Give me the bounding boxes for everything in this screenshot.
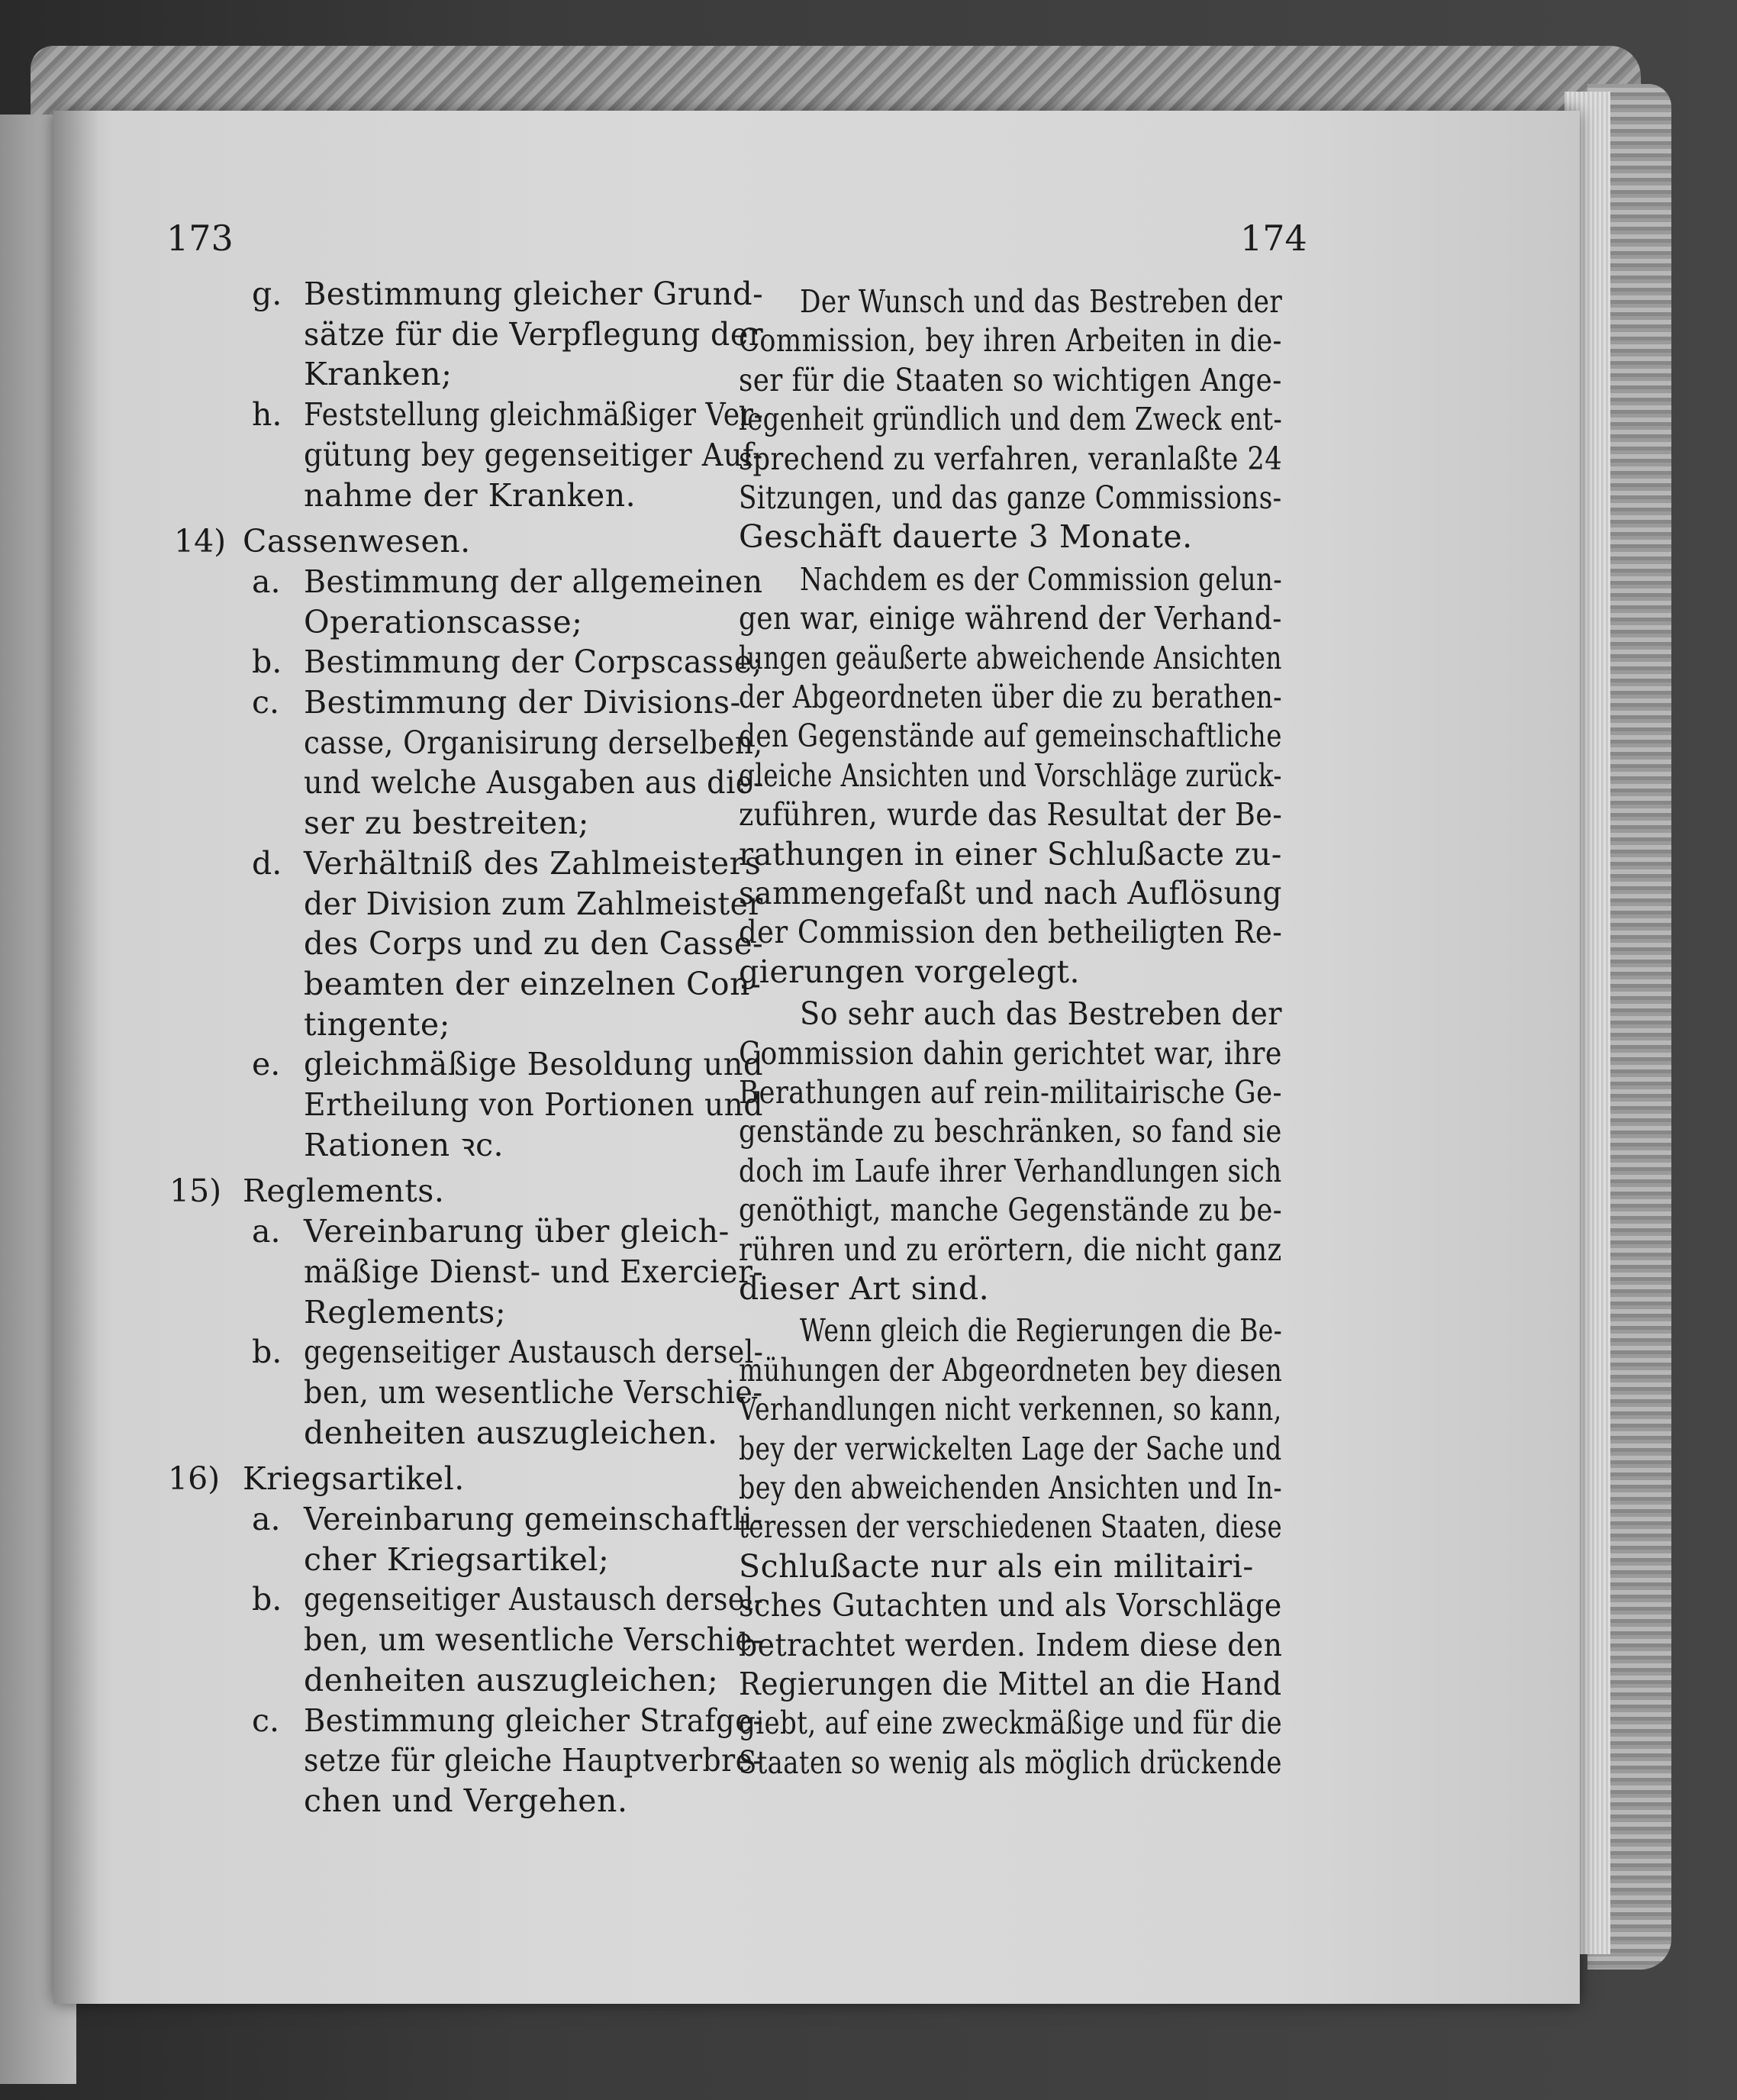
body-text-line: Schlußacte nur als ein militairi- — [739, 1547, 1254, 1585]
body-text-line: rühren und zu erörtern, die nicht ganz — [739, 1231, 1282, 1268]
item-text-line: sätze für die Verpflegung der — [304, 315, 764, 353]
item-text-line: Bestimmung gleicher Strafge- — [304, 1702, 764, 1739]
item-text-line: chen und Vergehen. — [304, 1782, 628, 1819]
item-label: a. — [252, 1213, 281, 1250]
page-number-left: 173 — [166, 218, 234, 259]
item-text-line: ser zu bestreiten; — [304, 805, 589, 842]
body-text-line: der Abgeordneten über die zu berathen- — [739, 679, 1283, 715]
item-text-line: des Corps und zu den Casse- — [304, 925, 764, 963]
item-text-line: Bestimmung der Divisions- — [304, 684, 741, 721]
body-text-line: gleiche Ansichten und Vorschläge zurück- — [739, 756, 1282, 794]
item-text-line: tingente; — [304, 1005, 450, 1043]
section-number: 16) — [168, 1460, 221, 1498]
item-text-line: setze für gleiche Hauptverbre- — [304, 1742, 763, 1779]
body-text-line: legenheit gründlich und dem Zweck ent- — [739, 401, 1283, 438]
item-text-line: Bestimmung gleicher Grund- — [304, 276, 764, 312]
body-text-line: Verhandlungen nicht verkennen, so kann, — [739, 1391, 1282, 1428]
section-heading: Cassenwesen. — [243, 523, 471, 560]
item-label: h. — [252, 396, 282, 434]
body-text-line: gen war, einige während der Verhand- — [739, 600, 1282, 637]
body-text-line: Staaten so wenig als möglich drückende — [739, 1744, 1282, 1781]
item-text-line: Ertheilung von Portionen und — [304, 1086, 763, 1123]
body-text-line: Nachdem es der Commission gelun- — [800, 560, 1283, 598]
item-label: c. — [252, 1702, 279, 1739]
body-text-line: Geschäft dauerte 3 Monate. — [739, 518, 1193, 556]
body-text-line: lungen geäußerte abweichende Ansichten — [739, 639, 1282, 676]
item-text-line: der Division zum Zahlmeister — [304, 885, 763, 922]
item-label: a. — [252, 563, 281, 600]
item-text-line: denheiten auszugleichen; — [304, 1661, 719, 1698]
item-text-line: Kranken; — [304, 356, 453, 393]
section-heading: Kriegsartikel. — [243, 1460, 465, 1498]
body-text-line: Wenn gleich die Regierungen die Be- — [800, 1312, 1283, 1350]
item-label: b. — [252, 1581, 282, 1618]
body-text-line: der Commission den betheiligten Re- — [739, 914, 1283, 951]
body-text-line: Sitzungen, und das ganze Commissions- — [739, 479, 1282, 516]
body-text-line: genstände zu beschränken, so fand sie — [739, 1113, 1282, 1150]
item-label: g. — [252, 276, 282, 312]
item-text-line: nahme der Kranken. — [304, 476, 636, 514]
item-text-line: Bestimmung der Corpscasse; — [304, 644, 763, 681]
page-gutter-shadow — [53, 111, 99, 2004]
item-text-line: Feststellung gleichmäßiger Ver- — [304, 396, 764, 434]
body-text-line: gierungen vorgelegt. — [739, 953, 1081, 990]
item-text-line: ben, um wesentliche Verschie- — [304, 1621, 763, 1659]
item-label: c. — [252, 684, 279, 721]
item-text-line: denheiten auszugleichen. — [304, 1414, 718, 1451]
item-label: d. — [252, 844, 282, 882]
body-text-line: teressen der verschiedenen Staaten, diese — [739, 1508, 1283, 1546]
body-text-line: dieser Art sind. — [739, 1270, 990, 1307]
item-text-line: Verhältniß des Zahlmeisters — [304, 844, 762, 882]
item-text-line: beamten der einzelnen Con- — [304, 965, 762, 1002]
item-label: b. — [252, 1334, 282, 1371]
item-label: e. — [252, 1046, 281, 1083]
item-text-line: gegenseitiger Austausch dersel- — [304, 1334, 764, 1371]
body-text-line: betrachtet werden. Indem diese den — [739, 1626, 1283, 1663]
item-text-line: Reglements; — [304, 1293, 507, 1331]
item-text-line: Bestimmung der allgemeinen — [304, 563, 763, 600]
body-text-line: Regierungen die Mittel an die Hand — [739, 1666, 1282, 1702]
item-text-line: Vereinbarung gemeinschaftli- — [304, 1501, 763, 1537]
item-label: a. — [252, 1501, 281, 1537]
item-label: b. — [252, 644, 282, 681]
section-heading: Reglements. — [243, 1173, 445, 1210]
item-text-line: und welche Ausgaben aus die- — [304, 764, 764, 802]
body-text-line: mühungen der Abgeordneten bey diesen — [739, 1351, 1283, 1389]
body-text-line: giebt, auf eine zweckmäßige und für die — [739, 1705, 1283, 1742]
body-text-line: sches Gutachten und als Vorschläge — [739, 1587, 1282, 1624]
body-text-line: den Gegenstände auf gemeinschaftliche — [739, 718, 1282, 755]
item-text-line: casse, Organisirung derselben, — [304, 724, 763, 761]
body-text-line: rathungen in einer Schlußacte zu- — [739, 835, 1282, 873]
body-text-line: So sehr auch das Bestreben der — [800, 995, 1282, 1033]
item-text-line: Vereinbarung über gleich- — [304, 1213, 730, 1250]
item-text-line: mäßige Dienst- und Exercier- — [304, 1253, 764, 1290]
item-text-line: Rationen ꝛc. — [304, 1126, 504, 1163]
body-text-line: bey den abweichenden Ansichten und In- — [739, 1469, 1283, 1506]
body-text-line: zuführen, wurde das Resultat der Be- — [739, 796, 1283, 834]
section-number: 15) — [169, 1173, 222, 1210]
body-text-line: bey der verwickelten Lage der Sache und — [739, 1430, 1282, 1467]
item-text-line: gegenseitiger Austausch dersel- — [304, 1581, 764, 1618]
item-text-line: Operationscasse; — [304, 603, 583, 640]
body-text-line: sammengefaßt und nach Auflösung — [739, 875, 1282, 911]
body-text-line: Berathungen auf rein-militairische Ge- — [739, 1074, 1282, 1111]
item-text-line: cher Kriegsartikel; — [304, 1540, 610, 1578]
body-text-line: Commission dahin gerichtet war, ihre — [739, 1034, 1282, 1072]
body-text-line: Der Wunsch und das Bestreben der — [800, 283, 1283, 320]
page-number-right: 174 — [1240, 218, 1307, 259]
section-number: 14) — [174, 523, 227, 560]
item-text-line: gütung bey gegenseitiger Auf- — [304, 436, 763, 473]
item-text-line: gleichmäßige Besoldung und — [304, 1046, 764, 1083]
item-text-line: ben, um wesentliche Verschie- — [304, 1373, 763, 1411]
body-text-line: doch im Laufe ihrer Verhandlungen sich — [739, 1152, 1282, 1189]
body-text-line: Commission, bey ihren Arbeiten in die- — [739, 322, 1282, 360]
body-text-line: genöthigt, manche Gegenstände zu be- — [739, 1192, 1283, 1229]
body-text-line: sprechend zu verfahren, veranlaßte 24 — [739, 440, 1283, 477]
body-text-line: ser für die Staaten so wichtigen Ange- — [739, 361, 1282, 398]
